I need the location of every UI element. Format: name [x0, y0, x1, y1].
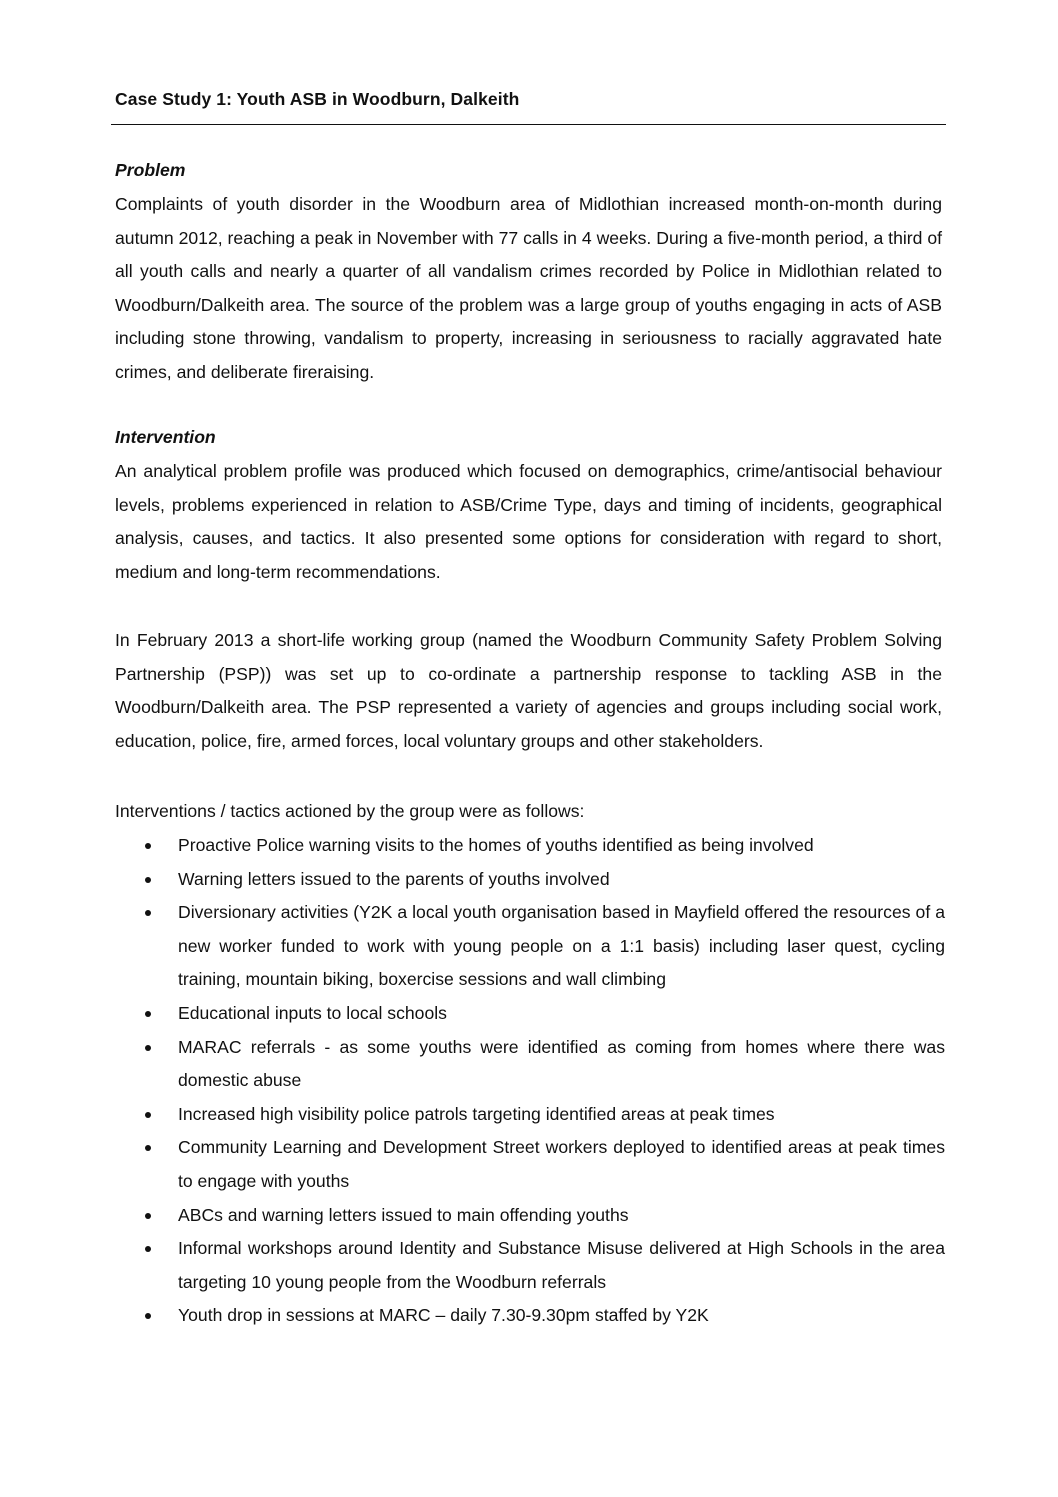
bullet-icon [145, 910, 151, 916]
bullet-icon [145, 1045, 151, 1051]
list-item [115, 1232, 945, 1299]
bullet-icon [145, 1112, 151, 1118]
list-item-text: MARAC referrals - as some youths were identified as coming from homes where there was domestic abuse [178, 1036, 945, 1091]
intervention-paragraph [115, 455, 942, 589]
bullet-icon [145, 1011, 151, 1017]
list-item [115, 1031, 945, 1098]
list-item-text: Warning letters issued to the parents of youths involved [178, 868, 610, 889]
list-item-text: Educational inputs to local schools [178, 1002, 447, 1023]
bullet-icon [145, 1145, 151, 1151]
list-item [115, 1098, 945, 1132]
problem-text: Complaints of youth disorder in the Woodburn area of Midlothian increased month-on-month during autumn 2012, reaching a peak in November with 77 calls in 4 weeks. During a five-month period, a third of all youth calls and nearly a quarter of all vandalism crimes recorded by Police in Midlothian related to Woodburn/Dalkeith area. The source of the problem was a large group of youths engaging in acts of ASB including stone throwing, vandalism to property, increasing in seriousness to racially aggravated hate crimes, and deliberate fireraising. [115, 194, 942, 382]
case-study-title: Case Study 1: Youth ASB in Woodburn, Dalkeith [115, 89, 520, 109]
list-item [115, 1199, 945, 1233]
list-item [115, 1299, 945, 1333]
list-item [115, 1131, 945, 1198]
bullet-icon [145, 1213, 151, 1219]
problem-heading: Problem [115, 160, 186, 180]
list-item-text: Diversionary activities (Y2K a local youth organisation based in Mayfield offered the resources of a new worker funded to work with young people on a 1:1 basis) including laser quest, cycling training, mountain biking, boxercise sessions and wall climbing [178, 902, 945, 990]
title-divider [111, 124, 946, 125]
tactics-intro: Interventions / tactics actioned by the group were as follows: [115, 801, 585, 821]
list-item-text: Community Learning and Development Street workers deployed to identified areas at peak times to engage with youths [178, 1137, 945, 1191]
list-item [115, 829, 945, 863]
list-item-text: Youth drop in sessions at MARC – daily 7.30-9.30pm staffed by Y2K [178, 1305, 709, 1326]
list-item [115, 997, 945, 1031]
psp-paragraph [115, 624, 942, 758]
intervention-heading: Intervention [115, 427, 216, 447]
list-item-text: Proactive Police warning visits to the homes of youths identified as being involved [178, 835, 814, 855]
psp-text: In February 2013 a short-life working group (named the Woodburn Community Safety Problem Solving Partnership (PSP)) was set up to co-ordinate a partnership response to tackling ASB in the Woodburn/Dalkeith area. The PSP represented a variety of agencies and groups including social work, education, police, fire, armed forces, local voluntary groups and other stakeholders. [115, 630, 942, 751]
list-item [115, 896, 945, 997]
list-item-text: ABCs and warning letters issued to main offending youths [178, 1204, 629, 1225]
list-item [115, 863, 945, 897]
bullet-icon [145, 1313, 151, 1319]
bullet-icon [145, 843, 151, 849]
tactics-list [115, 829, 945, 1333]
list-item-text: Informal workshops around Identity and Substance Misuse delivered at High Schools in the area targeting 10 young people from the Woodburn referrals [178, 1238, 945, 1292]
intervention-text: An analytical problem profile was produced which focused on demographics, crime/antisocial behaviour levels, problems experienced in relation to ASB/Crime Type, days and timing of incidents, geographical analysis, causes, and tactics. It also presented some options for consideration with regard to short, medium and long-term recommendations. [115, 461, 942, 582]
bullet-icon [145, 877, 151, 883]
bullet-icon [145, 1246, 151, 1252]
problem-paragraph [115, 188, 942, 390]
list-item-text: Increased high visibility police patrols targeting identified areas at peak times [178, 1103, 775, 1124]
